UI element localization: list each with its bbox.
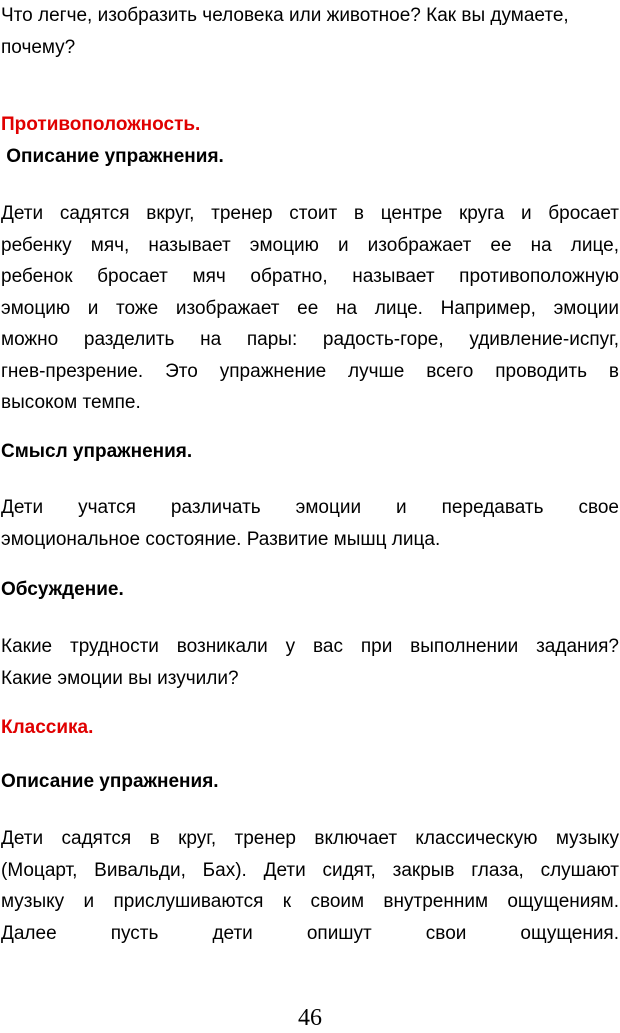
discussion-paragraph	[1, 631, 619, 694]
discussion-heading: Обсуждение.	[1, 579, 124, 600]
paragraph-line: музыку и прислушиваются к своим внутренним ощущениям.	[1, 891, 619, 912]
paragraph-line: эмоциональное состояние. Развитие мышц лица.	[1, 528, 441, 550]
paragraph-line: Дети учатся различать эмоции и передавать свое	[1, 497, 619, 518]
paragraph-line: Какие трудности возникали у вас при выполнении задания?	[1, 636, 619, 657]
paragraph-line: Дети садятся вкруг, тренер стоит в центре круга и бросает	[1, 203, 619, 224]
section-title: Классика.	[1, 717, 94, 738]
description-paragraph	[1, 198, 619, 419]
meaning-heading: Смысл упражнения.	[1, 441, 193, 462]
description-heading: Описание упражнения.	[1, 771, 219, 792]
description-heading: Описание упражнения.	[1, 146, 224, 167]
paragraph-line: Далее пусть дети опишут свои ощущения.	[1, 922, 619, 944]
section-title: Противоположность.	[1, 114, 201, 135]
paragraph-line: можно разделить на пары: радость-горе, удивление-испуг,	[1, 329, 619, 350]
intro-paragraph	[1, 0, 619, 63]
paragraph-line: высоком темпе.	[1, 392, 141, 413]
paragraph-line: ребенок бросает мяч обратно, называет противоположную	[1, 266, 619, 287]
meaning-paragraph	[1, 492, 619, 555]
paragraph-line: ребенку мяч, называет эмоцию и изображает ее на лице,	[1, 234, 619, 256]
paragraph-line: эмоцию и тоже изображает ее на лице. Например, эмоции	[1, 297, 619, 319]
intro-line: почему?	[1, 36, 76, 58]
paragraph-line: гнев-презрение. Это упражнение лучше всего проводить в	[1, 360, 619, 382]
paragraph-line: Какие эмоции вы изучили?	[1, 667, 239, 689]
page-number: 46	[298, 1005, 322, 1031]
paragraph-line: (Моцарт, Вивальди, Бах). Дети сидят, закрыв глаза, слушают	[1, 859, 619, 881]
paragraph-line: Дети садятся в круг, тренер включает классическую музыку	[1, 828, 619, 849]
intro-line: Что легче, изобразить человека или животное? Как вы думаете,	[1, 5, 569, 26]
description-paragraph	[1, 823, 619, 949]
